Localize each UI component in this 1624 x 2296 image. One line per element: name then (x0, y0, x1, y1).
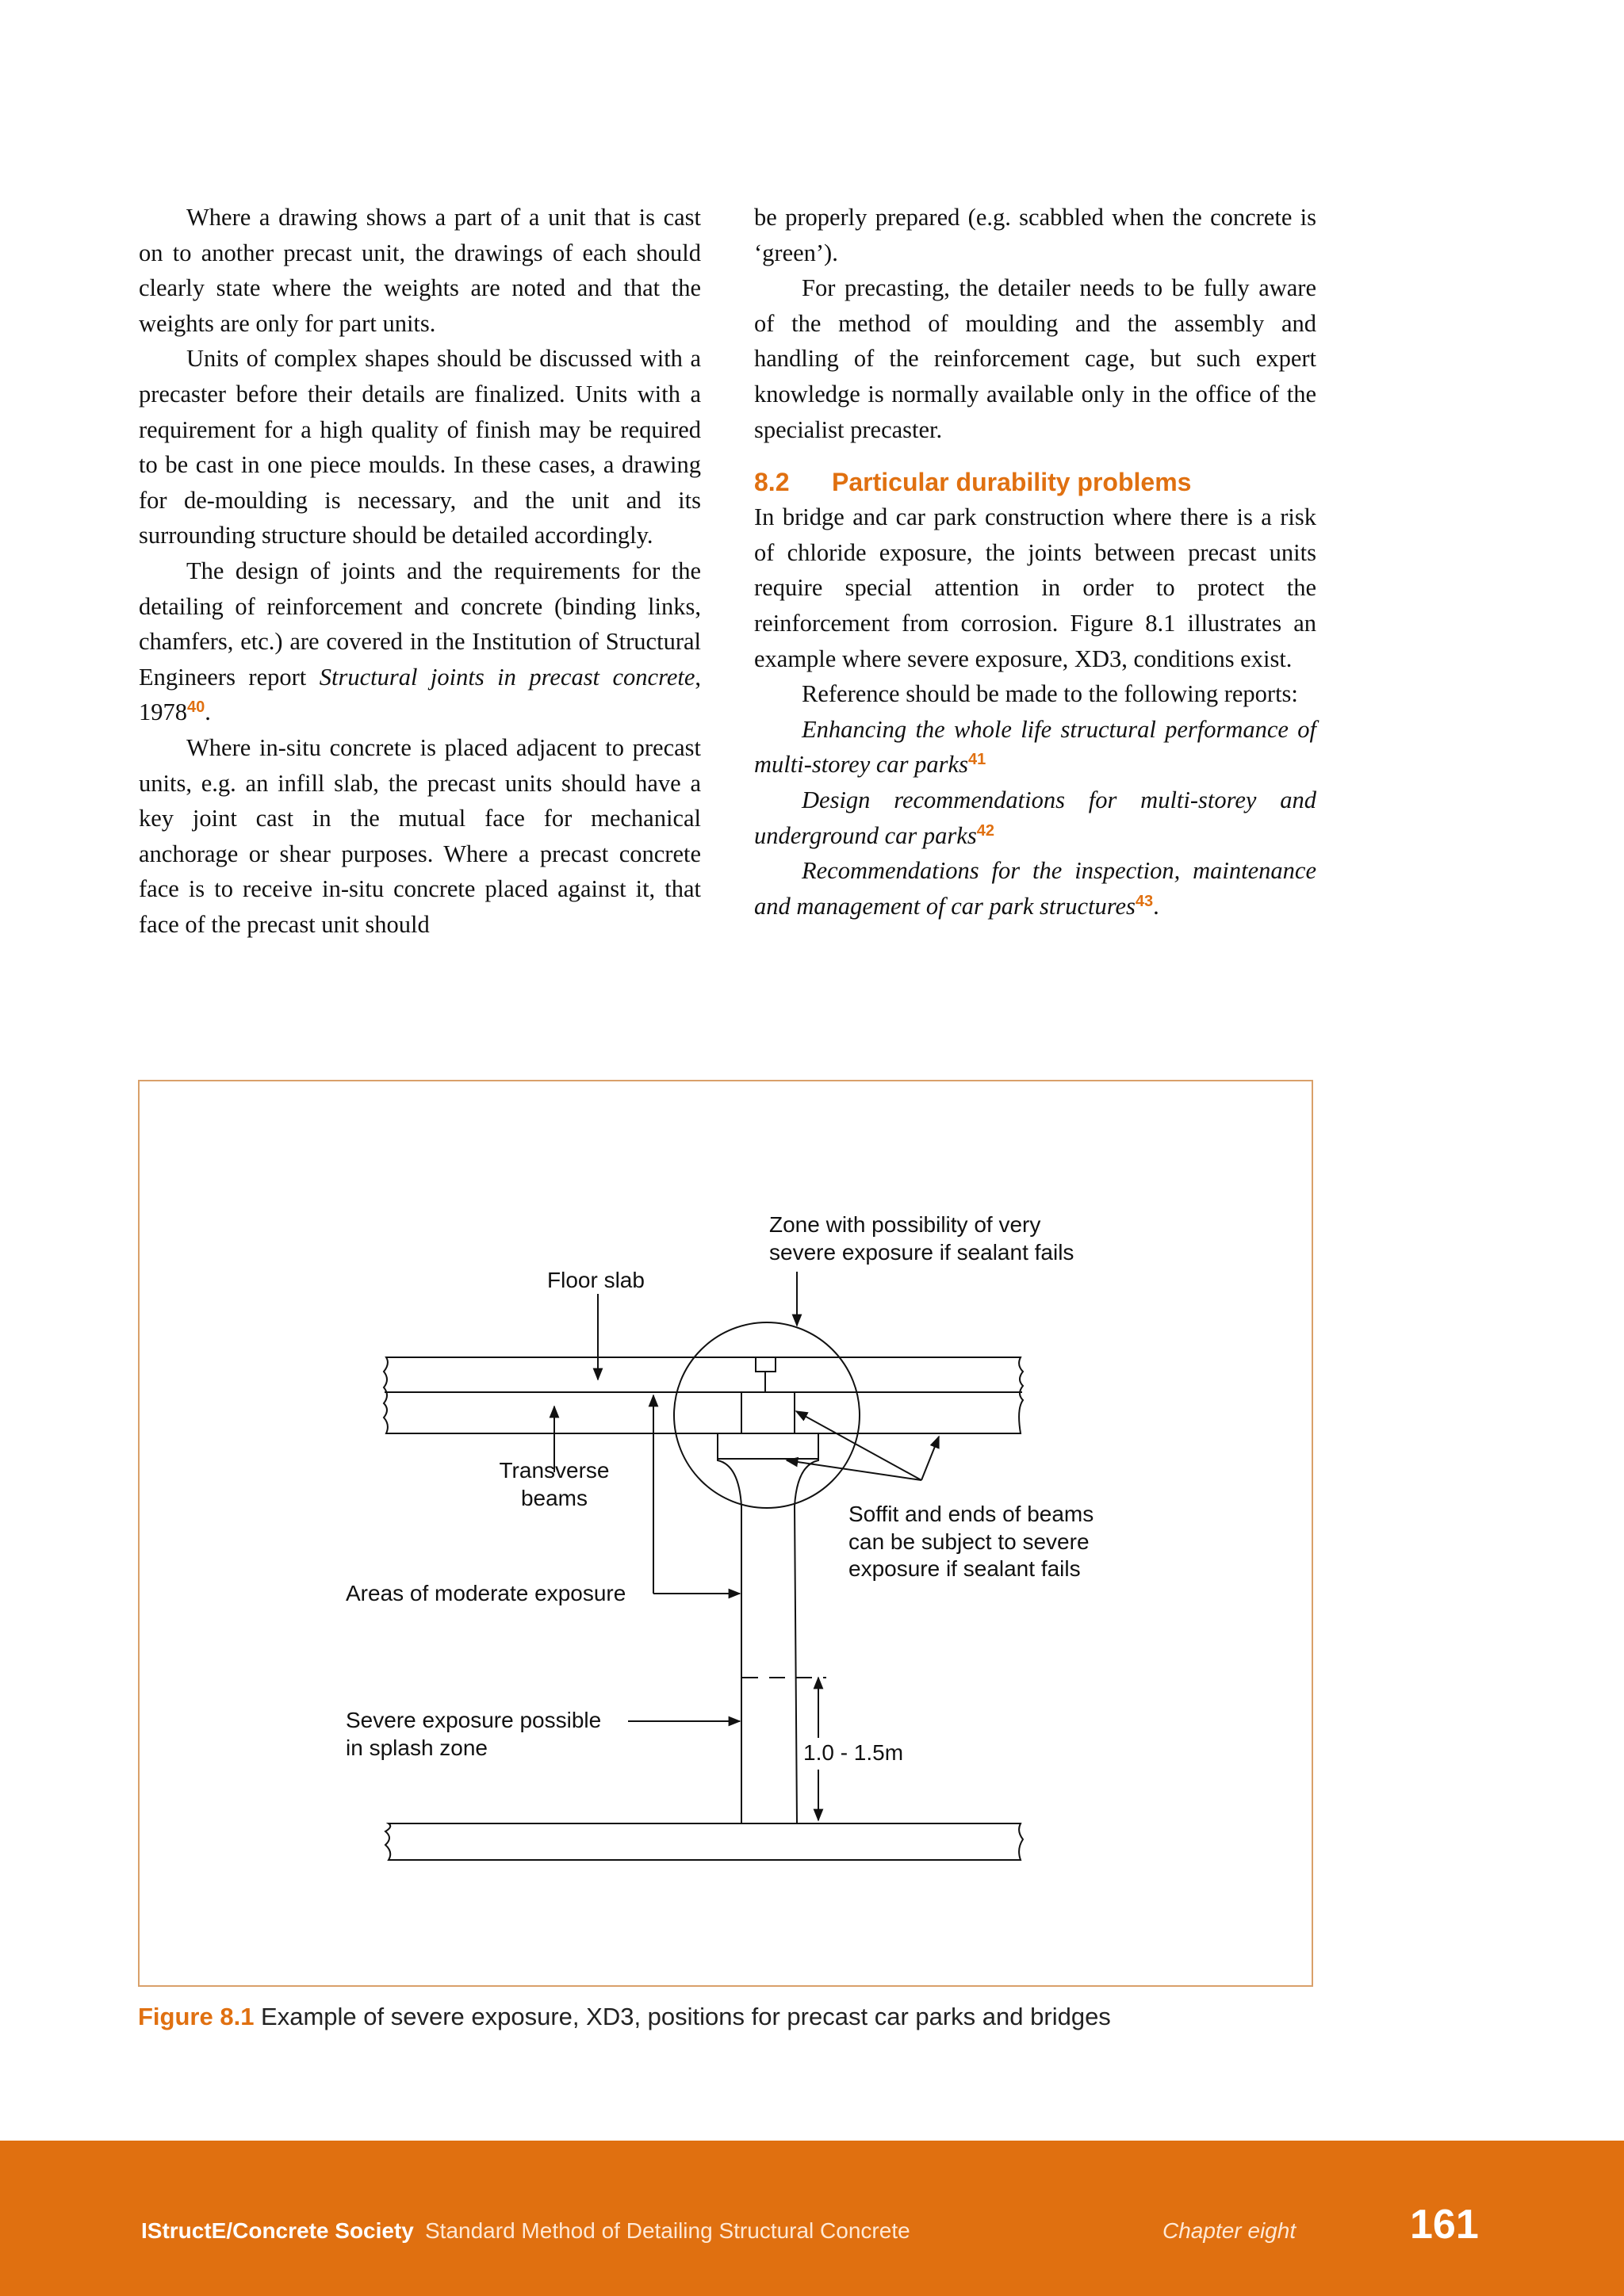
paragraph: Reference should be made to the following reports: (802, 680, 1298, 708)
section-number: 8.2 (754, 468, 790, 497)
paragraph: In bridge and car park construction where there is a risk of chloride exposure, the joints between precast units require special attention in order to protect the reinforcement from corrosion. Figure 8.1 illustrates an example where severe exposure, XD3, conditions exist. (754, 503, 1316, 672)
reference-item (754, 712, 1316, 783)
footer-title: Standard Method of Detailing Structural Concrete (425, 2218, 910, 2243)
paragraph: Where in-situ concrete is placed adjacent to precast units, e.g. an infill slab, the precast units should have a key joint cast in the mutual face for mechanical anchorage or shear purposes. Where a precast concrete face is to receive in-situ concrete placed against it, that face of the precast unit should (139, 733, 701, 938)
figure-frame (138, 1080, 1313, 1987)
paragraph: Where a drawing shows a part of a unit that is cast on to another precast unit, the drawings of each should clearly state where the weights are noted and that the weights are only for part units. (139, 204, 701, 337)
floor-slab-outline (384, 1357, 1023, 1433)
soffit-label-line2: can be subject to severe (848, 1529, 1090, 1554)
zone-label-line1: Zone with possibility of very (769, 1212, 1041, 1237)
dimension-label: 1.0 - 1.5m (803, 1740, 904, 1765)
reference-number: 40 (187, 698, 205, 717)
paragraph-text: The design of joints and the requirements for the detailing of reinforcement and concrete (binding links, chamfers, etc.) are covered in the Institution of Structural Engineers report (139, 557, 701, 691)
reference-item (754, 783, 1316, 853)
transverse-beams-label-line2: beams (520, 1486, 588, 1510)
paragraph: For precasting, the detailer needs to be fully aware of the method of moulding and the assembly and handling of the reinforcement cage, but such expert knowledge is normally available only in the office of the specialist precaster. (754, 274, 1316, 443)
zone-label-line2: severe exposure if sealant fails (769, 1240, 1074, 1265)
paragraph: Units of complex shapes should be discussed with a precaster before their details are finalized. Units with a requirement for a high quality of finish may be required to be cast in one piece moulds. In these cases, a drawing for de-moulding is necessary, and the unit and its surrounding structure should be detailed accordingly. (139, 345, 701, 549)
caption-label: Figure 8.1 (138, 2003, 255, 2030)
soffit-label-line1: Soffit and ends of beams (848, 1502, 1094, 1526)
caption-text: Example of severe exposure, XD3, positions for precast car parks and bridges (254, 2003, 1111, 2030)
page-number: 161 (1410, 2202, 1479, 2248)
report-title: Structural joints in precast concrete (319, 663, 695, 691)
page-footer (0, 2141, 1624, 2296)
footer-organisation: IStructE/Concrete Society (141, 2218, 414, 2243)
report-title: Design recommendations for multi-storey and underground car parks (754, 786, 1316, 849)
reference-number: 42 (976, 821, 994, 840)
zone-circle (674, 1322, 860, 1508)
report-title: Recommendations for the inspection, maintenance and management of car park structures (754, 857, 1316, 920)
moderate-exposure-label: Areas of moderate exposure (346, 1581, 626, 1605)
paragraph (139, 553, 701, 730)
footer-chapter: Chapter eight (1162, 2218, 1297, 2243)
paragraph-text: , 1978 (139, 663, 701, 726)
lower-slab-outline (385, 1823, 1023, 1860)
section-heading (754, 465, 1316, 499)
punctuation: . (1153, 892, 1159, 920)
right-text-column (754, 200, 1316, 924)
splash-zone-label-line2: in splash zone (346, 1735, 488, 1760)
left-text-column (139, 200, 701, 942)
paragraph: be properly prepared (e.g. scabbled when the concrete is ‘green’). (754, 204, 1316, 266)
reference-number: 41 (967, 751, 986, 769)
floor-slab-label: Floor slab (547, 1268, 645, 1292)
reference-item (754, 853, 1316, 924)
report-title: Enhancing the whole life structural performance of multi-storey car parks (754, 715, 1316, 779)
section-title: Particular durability problems (832, 468, 1192, 497)
exposure-diagram (140, 1081, 1312, 1985)
sealant-joint (756, 1357, 776, 1372)
punctuation: . (205, 698, 211, 726)
reference-number: 43 (1135, 892, 1154, 910)
splash-zone-label-line1: Severe exposure possible (346, 1708, 602, 1732)
transverse-beams-label-line1: Transverse (499, 1458, 610, 1483)
figure-caption (138, 2003, 1486, 2031)
soffit-label-line3: exposure if sealant fails (848, 1556, 1081, 1581)
